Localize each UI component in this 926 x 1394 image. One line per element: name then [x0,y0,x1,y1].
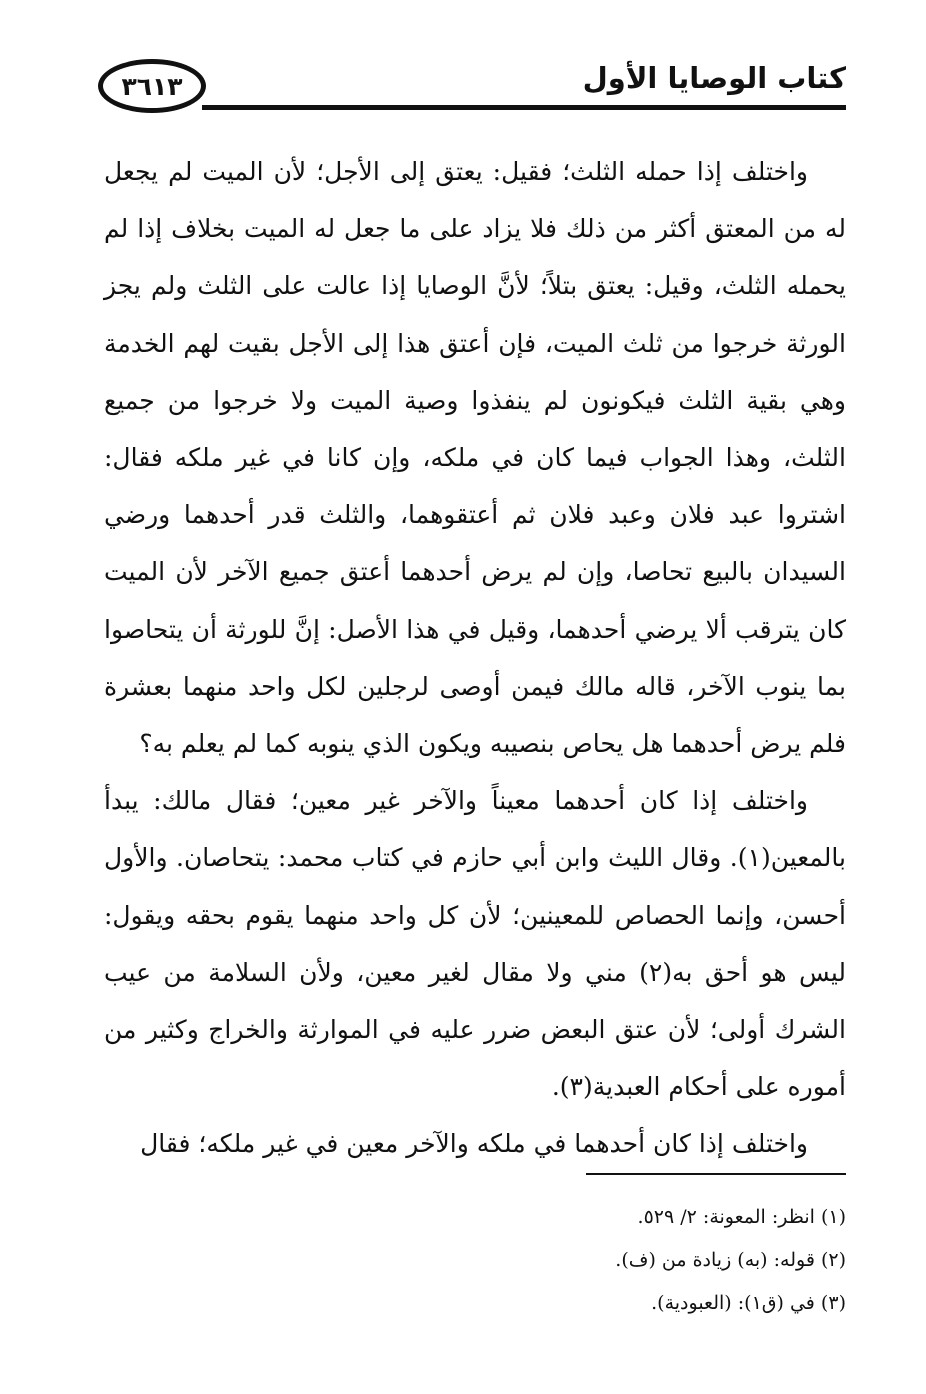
footnote-2: (٢) قوله: (به) زيادة من (ف). [615,1249,846,1271]
header-rule [202,105,846,110]
book-title: كتاب الوصايا الأول [582,61,846,95]
footnote-1: (١) انظر: المعونة: ٢/ ٥٢٩. [637,1206,846,1228]
page-number: ٣٦١٣ [121,71,183,101]
footnotes [146,1196,846,1325]
page-header [98,55,846,117]
footnote-3: (٣) في (ق١): (العبودية). [651,1292,846,1314]
page-number-badge [98,59,206,113]
main-text [104,143,846,1173]
paragraph-2: واختلف إذا كان أحدهما معيناً والآخر غير معين؛ فقال مالك: يبدأ بالمعين(١). وقال الليث وابن أبي حازم في كتاب محمد: يتحاصان. والأول أحسن، وإنما الحصاص للمعينين؛ لأن كل واحد منهما يقوم بحقه ويقول: ليس هو أحق به(٢) مني ولا مقال لغير معين، ولأن السلامة من عيب الشرك أولى؛ لأن عتق البعض ضرر عليه في الموارثة والخراج وكثير من أموره على أحكام العبدية(٣). [104,786,846,1102]
paragraph-3: واختلف إذا كان أحدهما في ملكه والآخر معين في غير ملكه؛ فقال [140,1129,808,1159]
footnote-separator [586,1173,846,1175]
paragraph-1: واختلف إذا حمله الثلث؛ فقيل: يعتق إلى الأجل؛ لأن الميت لم يجعل له من المعتق أكثر من ذلك فلا يزاد على ما جعل له الميت بخلاف إذا لم يحمله الثلث، وقيل: يعتق بتلاً؛ لأنَّ الوصايا إذا عالت على الثلث ولم يجز الورثة خرجوا من ثلث الميت، فإن أعتق هذا إلى الأجل بقيت لهم الخدمة وهي بقية الثلث فيكونون لم ينفذوا وصية الميت ولا خرجوا من جميع الثلث، وهذا الجواب فيما كان في ملكه، وإن كانا في غير ملكه فقال: اشتروا عبد فلان وعبد فلان ثم أعتقوهما، والثلث قدر أحدهما ورضي السيدان بالبيع تحاصا، وإن لم يرض أحدهما أعتق جميع الآخر لأن الميت كان يترقب ألا يرضي أحدهما، وقيل في هذا الأصل: إنَّ للورثة أن يتحاصوا بما ينوب الآخر، قاله مالك فيمن أوصى لرجلين لكل واحد منهما بعشرة فلم يرض أحدهما هل يحاص بنصيبه ويكون الذي ينوبه كما لم يعلم به؟ [104,157,846,759]
